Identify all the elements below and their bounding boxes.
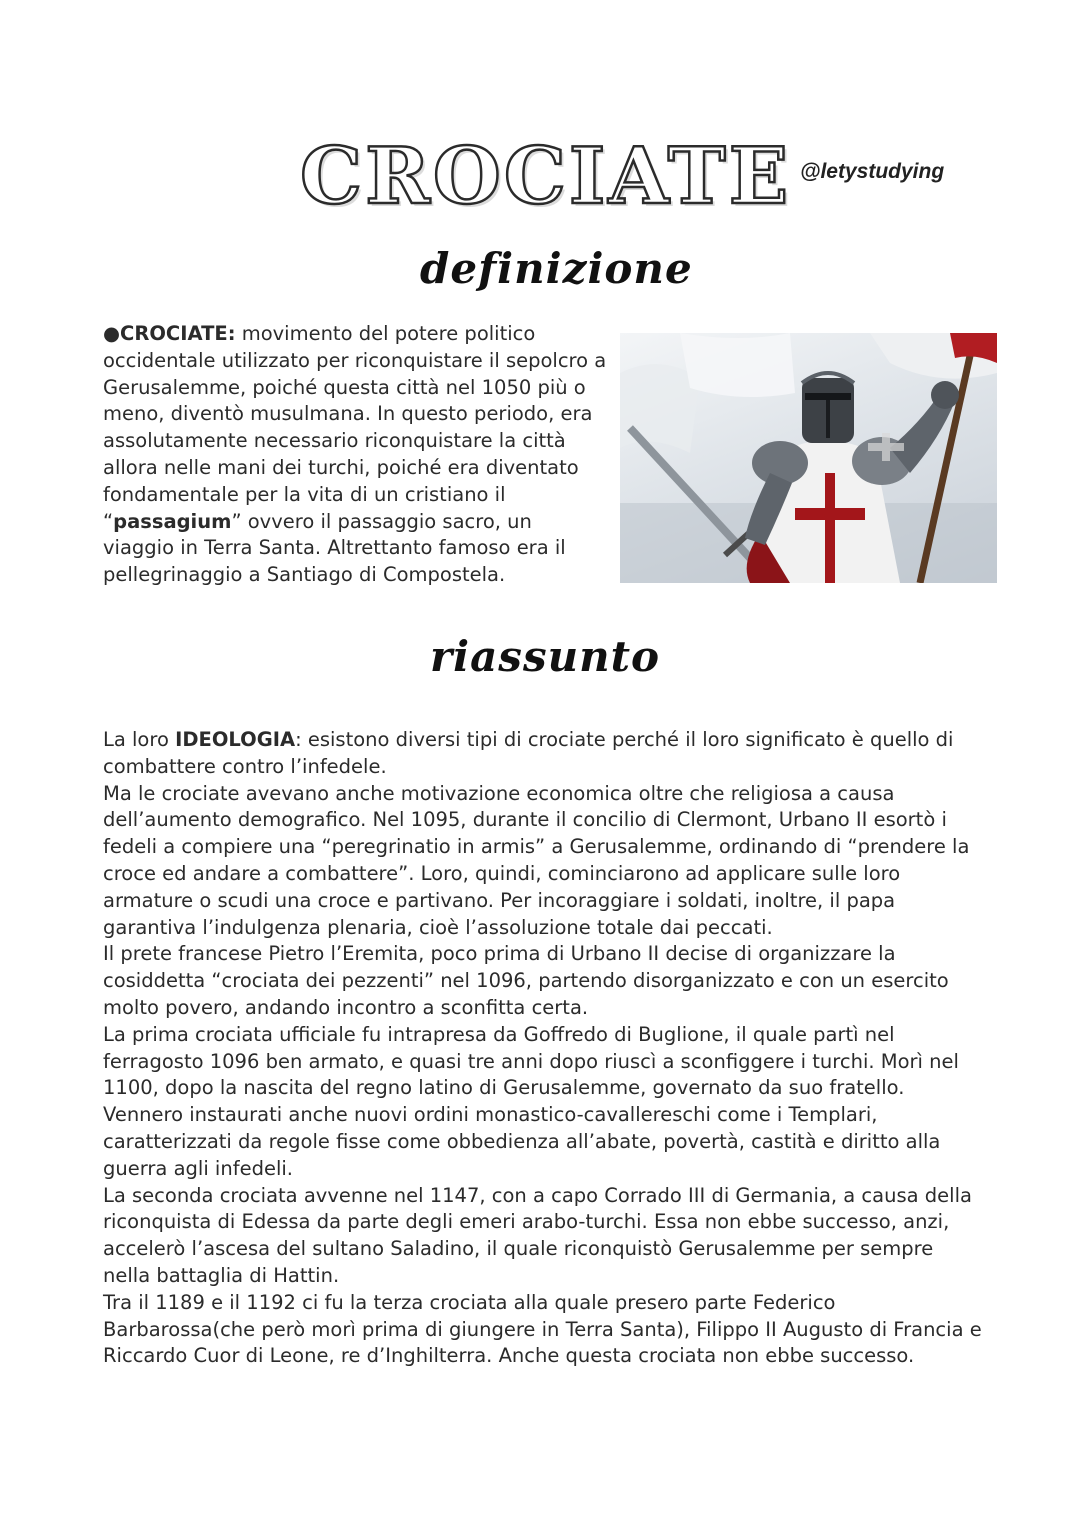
passagium-term: passagium	[113, 509, 232, 533]
summary-body	[103, 727, 983, 1370]
ideology-term: IDEOLOGIA	[175, 728, 296, 751]
summary-paragraph-first-crusade: La prima crociata ufficiale fu intrapresa da Goffredo di Buglione, il quale partì nel ferragosto 1096 ben armato, e quasi tre anni dopo riuscì a sconfiggere i turchi. Morì nel 1100, dopo la nascita del regno latino di Gerusalemme, governato da suo fratello. Vennero instaurati anche nuovi ordini monastico-cavallereschi come i Templari, caratterizzati da regole fisse come obbedienza all’abate, povertà, castità e diritto alla guerra agli infedeli.	[103, 1022, 959, 1180]
bullet: ●	[103, 322, 121, 345]
templar-knight-illustration	[620, 333, 997, 583]
summary-paragraph-second-crusade: La seconda crociata avvenne nel 1147, con a capo Corrado III di Germania, a causa della riconquista di Edessa da parte degli emeri arabo-turchi. Essa non ebbe successo, anzi, accelerò l’ascesa del sultano Saladino, il quale riconquistò Gerusalemme per sempre nella battaglia di Hattin.	[103, 1183, 972, 1287]
term-colon: :	[227, 322, 236, 345]
author-handle: @letystudying	[800, 160, 945, 183]
summary-paragraph-pezzenti: Il prete francese Pietro l’Eremita, poco prima di Urbano II decise di organizzare la cosiddetta “crociata dei pezzenti” nel 1096, partendo disorganizzato e con un esercito molto povero, andando incontro a sconfitta certa.	[103, 942, 949, 1019]
summary-paragraph-ideology	[103, 727, 983, 781]
definition-heading: definizione	[420, 244, 693, 293]
ideology-intro: La loro	[103, 728, 176, 751]
page-title: CROCIATE	[300, 131, 792, 222]
definition-paragraph	[103, 321, 608, 589]
summary-paragraph-motivation: Ma le crociate avevano anche motivazione economica oltre che religiosa a causa dell’aumento demografico. Nel 1095, durante il concilio di Clermont, Urbano II esortò i fedeli a compiere una “peregrinatio in armis” a Gerusalemme, ordinando di “prendere la croce ed andare a combattere”. Loro, quindi, cominciarono ad applicare sulle loro armature o scudi una croce e partivano. Per incoraggiare i soldati, inoltre, il papa garantiva l’indulgenza plenaria, cioè l’assoluzione totale dai peccati.	[103, 781, 970, 939]
definition-text-b: ” ovvero il passaggio sacro, un viaggio in Terra Santa. Altrettanto famoso era il pellegrinaggio a Santiago di Compostela.	[103, 509, 566, 587]
templar-knight-image	[620, 333, 997, 583]
definition-text-a: movimento del potere politico occidentale utilizzato per riconquistare il sepolcro a Gerusalemme, poiché questa città nel 1050 più o meno, diventò musulmana. In questo periodo, era assolutamente necessario riconquistare la città allora nelle mani dei turchi, poiché era diventato fondamentale per la vita di un cristiano il “	[103, 322, 607, 533]
ideology-text: : esistono diversi tipi di crociate perché il loro significato è quello di combattere contro l’infedele.	[103, 728, 954, 778]
summary-paragraph-third-crusade: Tra il 1189 e il 1192 ci fu la terza crociata alla quale presero parte Federico Barbarossa(che però morì prima di giungere in Terra Santa), Filippo II Augusto di Francia e Riccardo Cuor di Leone, re d’Inghilterra. Anche questa crociata non ebbe successo.	[103, 1290, 982, 1368]
summary-heading: riassunto	[430, 632, 661, 681]
definition-term: CROCIATE	[120, 322, 228, 345]
